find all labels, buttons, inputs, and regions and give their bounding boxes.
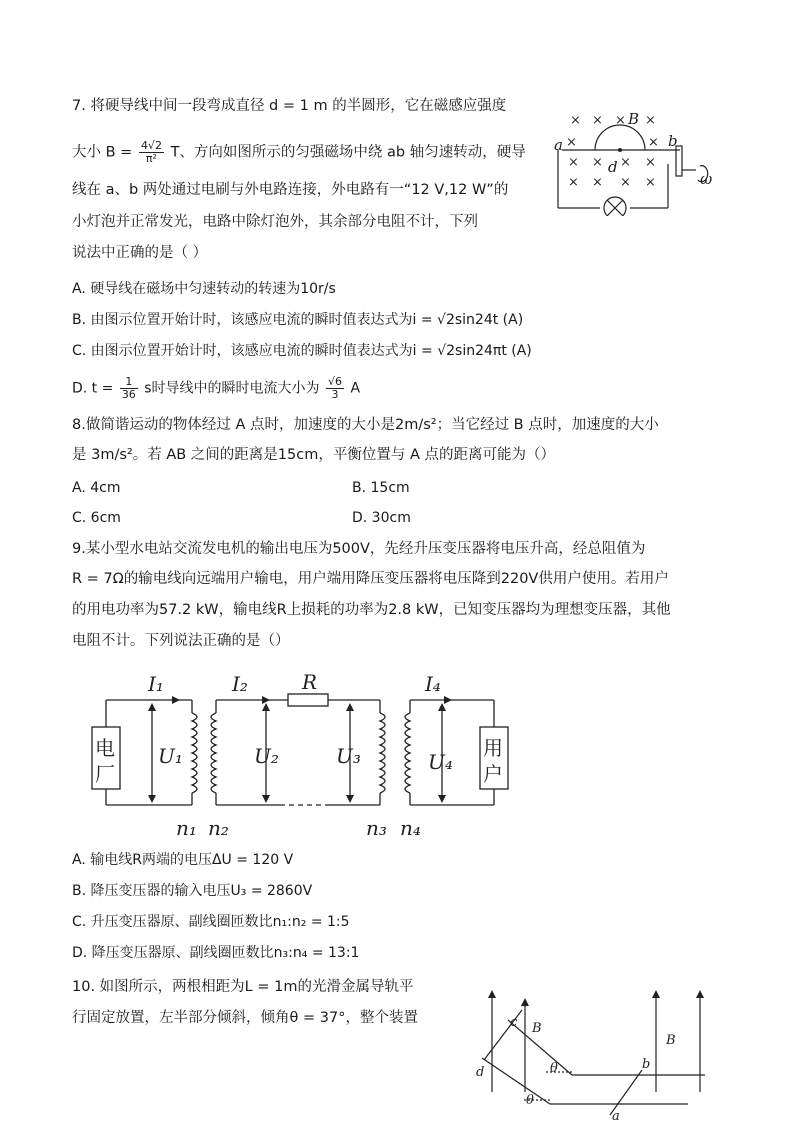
q7-cross: × [592, 113, 603, 128]
q10-label-a: a [612, 1109, 620, 1120]
q10-line1: 10. 如图所示，两根相距为L = 1m的光滑金属导轨平 [72, 979, 414, 995]
q7-figure [550, 106, 720, 216]
q7-cross: × [566, 135, 577, 150]
q8-line2: 是 3m/s²。若 AB 之间的距离是15cm，平衡位置与 A 点的距离可能为（） [72, 447, 555, 463]
q7-cross: × [620, 155, 631, 170]
q9-label-I2: I₂ [232, 672, 248, 696]
q7-b-denominator: π² [145, 152, 157, 165]
q9-current-arrow-1 [172, 696, 180, 704]
q7-line2 [72, 140, 526, 165]
q9-current-arrow-2 [262, 696, 270, 704]
q7-cross: × [615, 113, 626, 128]
q9-line1: 9.某小型水电站交流发电机的输出电压为500V，先经升压变压器将电压升高，经总阻值为 [72, 541, 646, 557]
q7-d-time-numerator: 1 [120, 376, 138, 389]
q8-option-d[interactable]: D. 30cm [352, 510, 411, 526]
q7-center-dot [618, 148, 622, 152]
q9-coil-n1 [192, 713, 197, 793]
q9-label-U4: U₄ [428, 750, 453, 774]
q7-d-time-fraction [120, 376, 138, 401]
q8-option-b[interactable]: B. 15cm [352, 480, 410, 496]
q7-label-omega: ω [700, 170, 713, 188]
q7-semicircle-wire [595, 125, 645, 150]
q7-label-d: d [608, 158, 618, 176]
q10-figure [470, 980, 715, 1120]
q9-line3: 的用电功率为57.2 kW，输电线R上损耗的功率为2.8 kW，已知变压器均为理想变压器，其他 [72, 602, 671, 618]
q9-label-n3: n₃ [366, 816, 387, 840]
q7-cross: × [620, 175, 631, 190]
q7-label-a: a [554, 136, 563, 154]
q9-line4: 电阻不计。下列说法正确的是（） [72, 633, 290, 649]
q9-label-n1: n₁ [176, 816, 197, 840]
q7-d-middle: s时导线中的瞬时电流大小为 [144, 380, 320, 397]
q7-d-current-denominator: 3 [331, 388, 339, 401]
q10-line2: 行固定放置，左半部分倾斜，倾角θ = 37°，整个装置 [72, 1010, 418, 1026]
q10-label-theta1: θ [550, 1061, 558, 1076]
q7-cross: × [645, 175, 656, 190]
q7-option-c[interactable]: C. 由图示位置开始计时，该感应电流的瞬时值表达式为i = √2sin24πt (A) [72, 343, 532, 359]
q9-coil-n3 [380, 713, 385, 793]
q8-option-c[interactable]: C. 6cm [72, 510, 121, 526]
q9-label-U3: U₃ [336, 744, 361, 768]
q9-label-n4: n₄ [400, 816, 421, 840]
q10-label-theta2: θ [526, 1093, 534, 1108]
q10-label-d: d [476, 1065, 485, 1080]
q7-cross: × [570, 113, 581, 128]
q9-label-U2: U₂ [254, 744, 279, 768]
q7-option-d[interactable] [72, 376, 360, 401]
q9-line2: R = 7Ω的输电线向远端用户输电，用户端用降压变压器将电压降到220V供用户使用。若用户 [72, 571, 669, 587]
q9-option-d[interactable]: D. 降压变压器原、副线圈匝数比n₃:n₄ = 13:1 [72, 945, 360, 961]
q7-cross: × [645, 113, 656, 128]
q9-label-R: R [302, 670, 318, 694]
q7-cross: × [568, 155, 579, 170]
q9-user-label-2: 户 [483, 762, 503, 786]
q8-line1: 8.做简谐运动的物体经过 A 点时，加速度的大小是2m/s²；当它经过 B 点时，加速度的大小 [72, 417, 659, 433]
q9-label-U1: U₁ [158, 744, 183, 768]
q7-d-unit: A [350, 380, 361, 397]
q7-cross: × [592, 175, 603, 190]
q9-coil-n2 [211, 713, 216, 793]
q8-option-a[interactable]: A. 4cm [72, 480, 121, 496]
q7-b-suffix: T、方向如图所示的匀强磁场中绕 ab 轴匀速转动，硬导 [170, 144, 526, 161]
q7-b-prefix: 大小 B = [72, 144, 133, 161]
q10-label-B2: B [666, 1033, 676, 1048]
q9-coil-n4 [405, 713, 410, 793]
q9-option-c[interactable]: C. 升压变压器原、副线圈匝数比n₁:n₂ = 1:5 [72, 914, 350, 930]
q9-generator-label-2: 厂 [95, 762, 115, 786]
q7-d-prefix: D. t = [72, 380, 114, 397]
q7-b-fraction [139, 140, 164, 165]
q7-line3: 线在 a、b 两处通过电刷与外电路连接，外电路有一“12 V,12 W”的 [72, 182, 509, 198]
q9-option-b[interactable]: B. 降压变压器的输入电压U₃ = 2860V [72, 883, 313, 899]
q7-line5: 说法中正确的是（ ） [72, 245, 208, 261]
q9-resistor-R [288, 694, 328, 706]
q7-cross: × [592, 155, 603, 170]
q9-current-arrow-4 [444, 696, 452, 704]
q7-cross: × [568, 175, 579, 190]
q7-d-current-numerator: √6 [328, 375, 343, 388]
q7-label-b: b [668, 132, 678, 150]
q9-option-a[interactable]: A. 输电线R两端的电压ΔU = 120 V [72, 852, 294, 868]
q9-label-I1: I₁ [148, 672, 164, 696]
q7-line4: 小灯泡并正常发光，电路中除灯泡外，其余部分电阻不计，下列 [72, 214, 478, 230]
q9-user-label-1: 用 [483, 736, 503, 760]
q9-label-I4: I₄ [425, 672, 441, 696]
q7-option-b[interactable]: B. 由图示位置开始计时，该感应电流的瞬时值表达式为i = √2sin24t (A) [72, 312, 524, 328]
q7-option-a[interactable]: A. 硬导线在磁场中匀速转动的转速为10r/s [72, 281, 336, 297]
q7-cross: × [648, 135, 659, 150]
q10-label-b: b [642, 1057, 651, 1072]
q7-label-B: B [628, 110, 640, 128]
q7-cross: × [645, 155, 656, 170]
q7-b-numerator: 4√2 [140, 139, 162, 152]
q7-d-time-denominator: 36 [121, 388, 136, 401]
q7-line1: 7. 将硬导线中间一段弯成直径 d = 1 m 的半圆形，它在磁感应强度 [72, 98, 507, 114]
q9-label-n2: n₂ [208, 816, 229, 840]
q10-label-c: c [510, 1015, 518, 1030]
q9-generator-label-1: 电 [95, 736, 115, 760]
q7-d-current-fraction [326, 376, 344, 401]
q10-label-B1: B [532, 1021, 542, 1036]
q9-circuit-figure [80, 665, 520, 840]
